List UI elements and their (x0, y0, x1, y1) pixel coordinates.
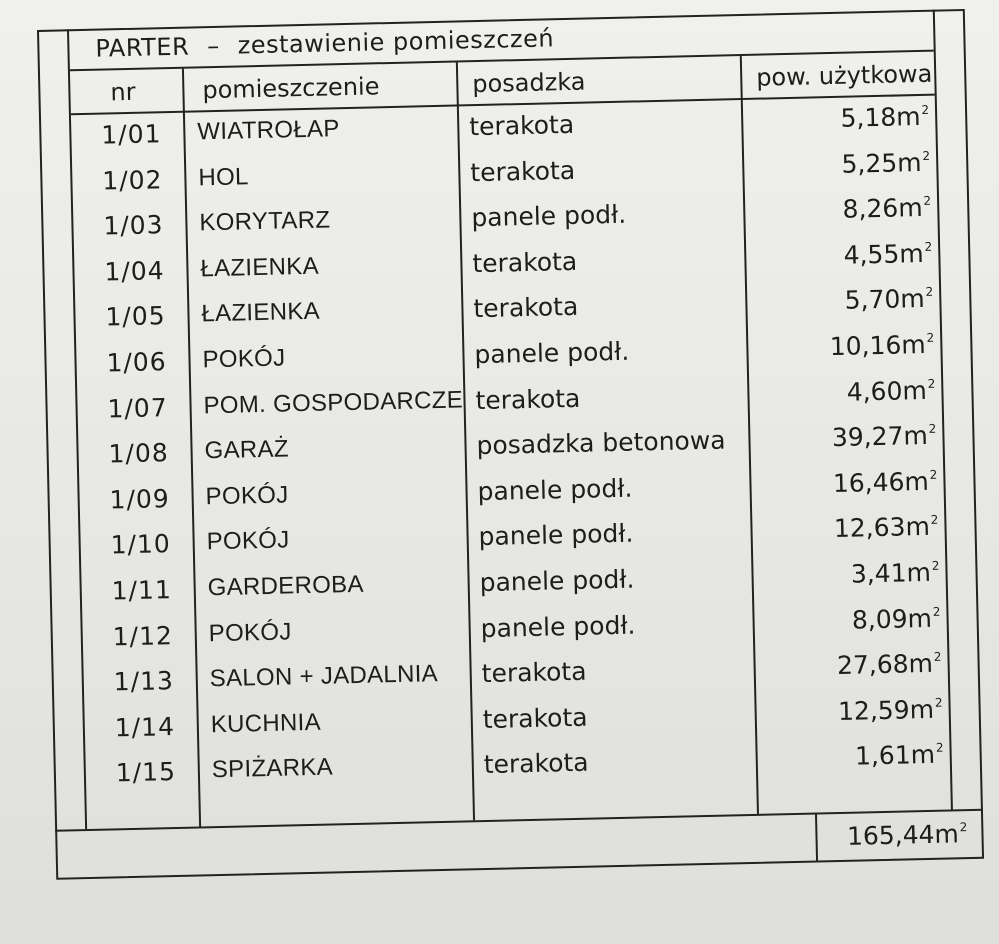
row-area-unit: m (910, 740, 936, 770)
row-area-unit: m (897, 193, 923, 223)
row-room: ŁAZIENKA (200, 252, 320, 283)
title-subtitle: zestawienie pomieszczeń (237, 24, 555, 60)
row-area-unit: m (896, 147, 922, 178)
row-area-value: 8,26 (842, 193, 899, 224)
row-floor: panele podł. (480, 610, 636, 643)
row-area-unit: m (908, 648, 934, 679)
row-nr: 1/06 (106, 347, 167, 378)
total-unit-sup: 2 (959, 820, 968, 835)
row-area-unit: m (901, 329, 927, 360)
row-area-unit: m (895, 101, 921, 132)
row-area-unit-sup: 2 (930, 513, 939, 528)
row-nr: 1/07 (107, 392, 168, 424)
total-value: 165,44 (846, 819, 935, 851)
row-room: GARDEROBA (207, 570, 365, 602)
row-area (841, 147, 930, 178)
table-title (95, 24, 554, 62)
row-nr: 1/02 (102, 164, 163, 196)
row-floor: terakota (473, 292, 579, 324)
row-floor: terakota (481, 656, 587, 689)
row-area (837, 649, 942, 680)
row-room: HOL (198, 162, 249, 191)
row-area (838, 694, 943, 725)
row-floor: terakota (482, 702, 588, 734)
row-floor: terakota (468, 109, 575, 142)
row-area (844, 284, 933, 315)
table-rows (71, 96, 950, 799)
row-area-unit-sup: 2 (932, 604, 941, 619)
row-room: SALON + JADALNIA (209, 660, 439, 693)
row-area-unit: m (898, 238, 924, 269)
room-schedule-table (37, 9, 984, 880)
row-area-unit: m (909, 694, 935, 725)
row-floor: panele podł. (477, 473, 633, 506)
row-nr: 1/10 (110, 529, 172, 560)
row-area-unit: m (904, 466, 930, 497)
row-area-unit-sup: 2 (933, 649, 942, 664)
row-area-unit-sup: 2 (935, 740, 944, 756)
row-room: POM. GOSPODARCZE (203, 385, 464, 419)
row-area-unit-sup: 2 (921, 102, 930, 117)
row-room: SPIŻARKA (211, 753, 334, 784)
row-area-unit-sup: 2 (931, 558, 940, 573)
row-area-unit: m (907, 603, 933, 633)
row-nr: 1/13 (113, 666, 175, 697)
row-area (833, 466, 938, 497)
row-area-value: 39,27 (831, 421, 904, 453)
row-floor: panele podł. (478, 518, 634, 552)
row-nr: 1/15 (115, 757, 177, 788)
row-area (832, 421, 937, 452)
row-area-unit-sup: 2 (927, 376, 936, 391)
row-nr: 1/01 (100, 119, 162, 150)
row-area-unit-sup: 2 (929, 467, 938, 482)
row-area (851, 558, 940, 589)
total-area (847, 819, 968, 851)
row-floor: panele podł. (471, 199, 627, 233)
row-area-value: 4,60 (846, 376, 903, 407)
row-area (843, 239, 932, 270)
row-area (834, 512, 939, 543)
row-floor: terakota (475, 383, 581, 415)
row-area-value: 1,61 (854, 740, 912, 771)
row-area-value: 12,63 (833, 512, 906, 544)
row-area (852, 603, 941, 634)
row-area-unit-sup: 2 (924, 239, 933, 254)
row-area-unit-sup: 2 (923, 193, 932, 209)
row-area-unit: m (900, 284, 926, 314)
row-floor: panele podł. (479, 564, 635, 598)
row-area-unit-sup: 2 (922, 148, 931, 163)
row-area (846, 375, 935, 406)
row-area (842, 193, 931, 224)
row-area-value: 5,25 (841, 148, 898, 179)
row-room: POKÓJ (205, 481, 289, 511)
row-floor: panele podł. (474, 336, 630, 370)
table-body-frame (67, 10, 953, 829)
row-area (840, 102, 929, 133)
row-room: GARAŻ (204, 435, 290, 465)
row-nr: 1/14 (114, 711, 176, 743)
row-area-value: 10,16 (829, 330, 902, 362)
row-area-value: 8,09 (851, 603, 908, 635)
row-area-unit: m (902, 375, 928, 406)
row-room: KUCHNIA (210, 708, 322, 738)
row-floor: posadzka betonowa (476, 425, 726, 461)
row-area-unit: m (905, 512, 931, 542)
row-area-value: 12,59 (837, 695, 910, 726)
row-nr: 1/05 (105, 301, 166, 332)
row-area-unit-sup: 2 (925, 285, 934, 300)
row-area-unit: m (903, 421, 929, 451)
row-area-value: 5,18 (840, 102, 897, 133)
row-area-value: 16,46 (832, 467, 905, 498)
total-unit: m (934, 819, 960, 849)
header-floor: posadzka (472, 67, 586, 99)
row-nr: 1/09 (109, 483, 171, 515)
row-floor: terakota (472, 246, 578, 278)
total-divider (815, 815, 818, 863)
row-room: POKÓJ (202, 344, 286, 374)
row-floor: terakota (470, 155, 576, 187)
row-nr: 1/12 (112, 620, 174, 651)
header-room: pomieszczenie (202, 72, 380, 105)
title-main: PARTER (95, 32, 190, 63)
row-nr: 1/08 (108, 438, 170, 469)
row-area-unit-sup: 2 (934, 695, 943, 710)
row-room: KORYTARZ (199, 206, 331, 237)
title-dash: – (206, 31, 221, 61)
header-nr: nr (110, 77, 136, 107)
row-room: POKÓJ (206, 526, 290, 556)
row-room: POKÓJ (208, 617, 292, 647)
row-area-value: 3,41 (850, 558, 907, 589)
row-nr: 1/03 (103, 210, 164, 241)
row-area (855, 740, 944, 771)
row-area-value: 4,55 (843, 239, 900, 270)
row-room: ŁAZIENKA (201, 298, 321, 328)
row-floor: terakota (483, 747, 589, 780)
row-area-value: 5,70 (844, 284, 901, 316)
row-area-unit: m (906, 557, 932, 588)
header-area: pow. użytkowa (755, 59, 933, 92)
row-nr: 1/11 (111, 575, 173, 606)
row-area (829, 330, 934, 361)
row-area-value: 27,68 (836, 649, 909, 681)
row-room: WIATROŁAP (197, 115, 340, 146)
row-area-unit-sup: 2 (928, 421, 937, 437)
row-nr: 1/04 (104, 255, 165, 287)
row-area-unit-sup: 2 (926, 330, 935, 345)
